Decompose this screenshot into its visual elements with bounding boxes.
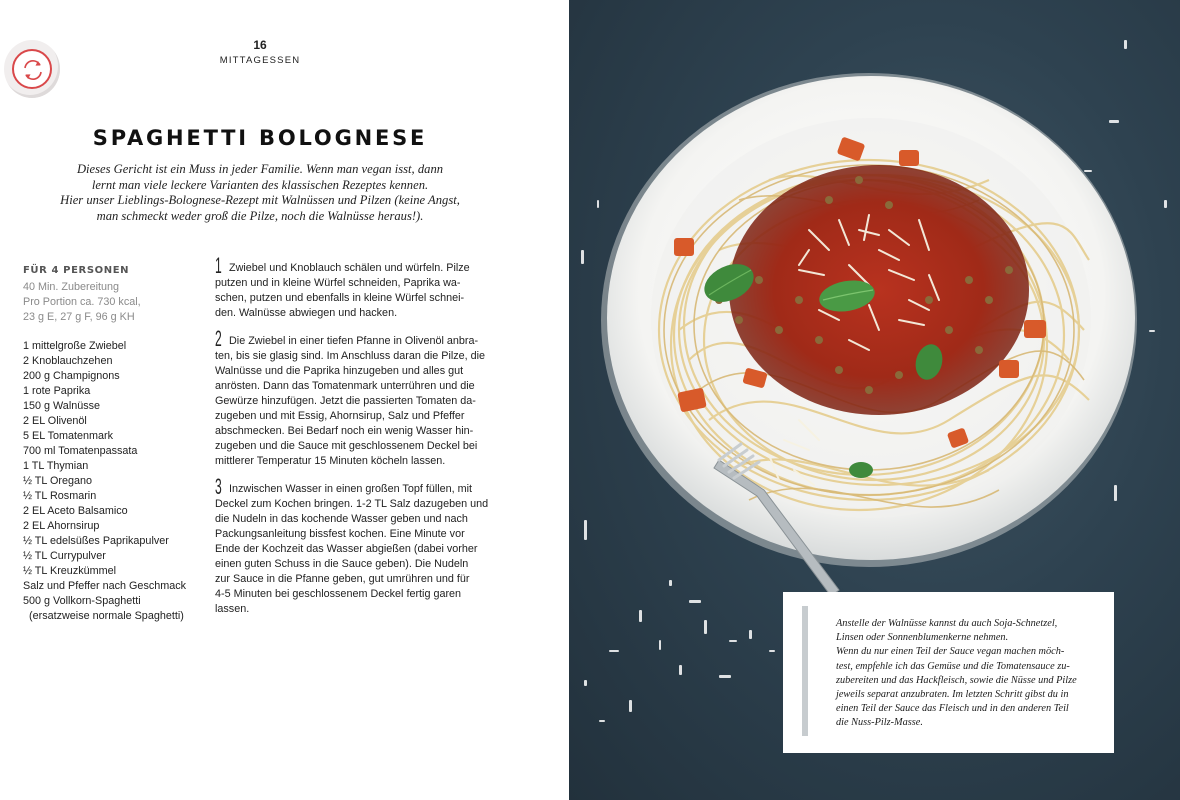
refresh-cycle-badge <box>4 40 60 98</box>
tip-text <box>836 617 1098 731</box>
step-number: 1 <box>215 253 222 278</box>
step-line: Ende der Kochzeit das Wasser abgießen (dabei vorher <box>215 543 478 555</box>
step-line: Packungsanleitung bissfest kochen. Eine Minute vor <box>215 528 465 540</box>
step-line: zugeben und die Sauce mit geschlossenem Deckel bei <box>215 440 478 452</box>
tip-line: test, empfehle ich das Gemüse und die Tomatensauce zu- <box>836 660 1070 672</box>
step-line: ten, bis sie glasig sind. Im Anschluss daran die Pilze, die <box>215 350 486 362</box>
step-line: 4-5 Minuten bei geschlossenem Deckel fertig garen <box>215 588 462 600</box>
ingredient-item: 700 ml Tomatenpassata <box>23 445 138 457</box>
tip-accent-bar <box>802 606 808 736</box>
refresh-cycle-icon <box>12 49 52 89</box>
ingredient-item: ½ TL edelsüßes Paprikapulver <box>23 535 169 547</box>
intro-line: lernt man viele leckere Varianten des klassischen Rezeptes kennen. <box>91 177 429 192</box>
ingredient-item: 2 EL Aceto Balsamico <box>23 505 128 517</box>
step-line: anrösten. Dann das Tomatenmark unterrühren und die <box>215 380 475 392</box>
ingredient-item: 1 TL Thymian <box>23 460 89 472</box>
intro-line: man schmeckt weder groß die Pilze, noch die Walnüsse heraus!). <box>96 208 424 223</box>
ingredient-item: 2 Knoblauchzehen <box>23 355 113 367</box>
intro-line: Dieses Gericht ist ein Muss in jeder Familie. Wenn man vegan isst, dann <box>76 162 444 176</box>
tip-line: Wenn du nur einen Teil der Sauce vegan machen möch- <box>836 646 1065 658</box>
ingredient-item: ½ TL Oregano <box>23 475 93 487</box>
step-line: schen, putzen und ebenfalls in kleine Würfel schnei- <box>215 292 465 304</box>
ingredient-item: ½ TL Rosmarin <box>23 490 97 502</box>
ingredient-item: 1 rote Paprika <box>23 385 91 397</box>
ingredient-item: Salz und Pfeffer nach Geschmack <box>23 580 187 592</box>
step-number: 3 <box>215 474 222 499</box>
prep-time: 40 Min. Zubereitung <box>23 281 120 293</box>
step-2 <box>215 326 505 469</box>
step-line: Die Zwiebel in einer tiefen Pfanne in Olivenöl anbra- <box>229 335 479 347</box>
instruction-steps <box>215 253 505 627</box>
servings-label: FÜR 4 PERSONEN <box>23 265 130 276</box>
step-line: Inzwischen Wasser in einen großen Topf füllen, mit <box>229 483 473 495</box>
recipe-page <box>0 0 569 800</box>
step-line: Zwiebel und Knoblauch schälen und würfeln. Pilze <box>229 262 470 274</box>
tip-line: Anstelle der Walnüsse kannst du auch Soja-Schnetzel, <box>836 618 1058 629</box>
step-line: zur Sauce in die Pfanne geben, gut umrühren und für <box>215 573 470 585</box>
step-line: zugeben und mit Essig, Ahornsirup, Salz und Pfeffer <box>215 410 465 422</box>
recipe-title: SPAGHETTI BOLOGNESE <box>92 126 428 150</box>
step-line: Deckel zum Kochen bringen. 1-2 TL Salz dazugeben und <box>215 498 489 510</box>
ingredient-item: 5 EL Tomatenmark <box>23 430 114 442</box>
step-line: Gewürze hinzufügen. Jetzt die passierten Tomaten da- <box>215 395 476 407</box>
ingredient-item: 2 EL Olivenöl <box>23 415 87 427</box>
macros: 23 g E, 27 g F, 96 g KH <box>23 311 135 323</box>
tip-line: die Nuss-Pilz-Masse. <box>836 717 923 729</box>
ingredient-item: 2 EL Ahornsirup <box>23 520 100 532</box>
section-label: MITTAGESSEN <box>219 55 301 66</box>
ingredient-item: ½ TL Currypulver <box>23 550 106 562</box>
step-line: den. Walnüsse abwiegen und hacken. <box>215 307 398 319</box>
step-line: mittlerer Temperatur 15 Minuten köcheln lassen. <box>215 455 446 467</box>
tip-line: zubereiten und das Hackfleisch, sowie die Nüsse und Pilze <box>836 674 1077 686</box>
ingredient-item: 500 g Vollkorn-Spaghetti (ersatzweise normale Spaghetti) <box>23 595 184 622</box>
step-line: lassen. <box>215 603 250 615</box>
step-number: 2 <box>215 326 222 351</box>
step-line: die Nudeln in das kochende Wasser geben und nach <box>215 513 468 525</box>
intro-line: Hier unser Lieblings-Bolognese-Rezept mit Walnüssen und Pilzen (keine Angst, <box>60 193 460 207</box>
tip-box <box>783 592 1114 753</box>
step-1 <box>215 253 505 321</box>
recipe-intro <box>30 162 490 224</box>
ingredient-item: 200 g Champignons <box>23 370 120 382</box>
tip-line: jeweils separat anzubraten. Im letzten Schritt gibst du in <box>836 689 1069 701</box>
tip-line: Linsen oder Sonnenblumenkerne nehmen. <box>836 632 1009 644</box>
page-number: 16 <box>253 38 267 52</box>
step-line: putzen und in kleine Würfel schneiden, Paprika wa- <box>215 277 461 289</box>
ingredient-item: 150 g Walnüsse <box>23 400 101 412</box>
step-line: abschmecken. Bei Bedarf noch ein wenig Wasser hin- <box>215 425 474 437</box>
ingredient-item: 1 mittelgroße Zwiebel <box>23 340 127 352</box>
tip-line: einen Teil der Sauce das Fleisch und in den anderen Teil <box>836 703 1069 715</box>
step-line: Walnüsse und die Paprika hinzugeben und alles gut <box>215 365 464 377</box>
step-line: einen guten Schuss in die Sauce geben). Die Nudeln <box>215 558 469 570</box>
ingredient-item: ½ TL Kreuzkümmel <box>23 565 117 577</box>
ingredient-list <box>23 339 203 624</box>
calories: Pro Portion ca. 730 kcal, <box>23 296 141 308</box>
step-3 <box>215 474 505 617</box>
nutrition-info <box>23 280 141 325</box>
